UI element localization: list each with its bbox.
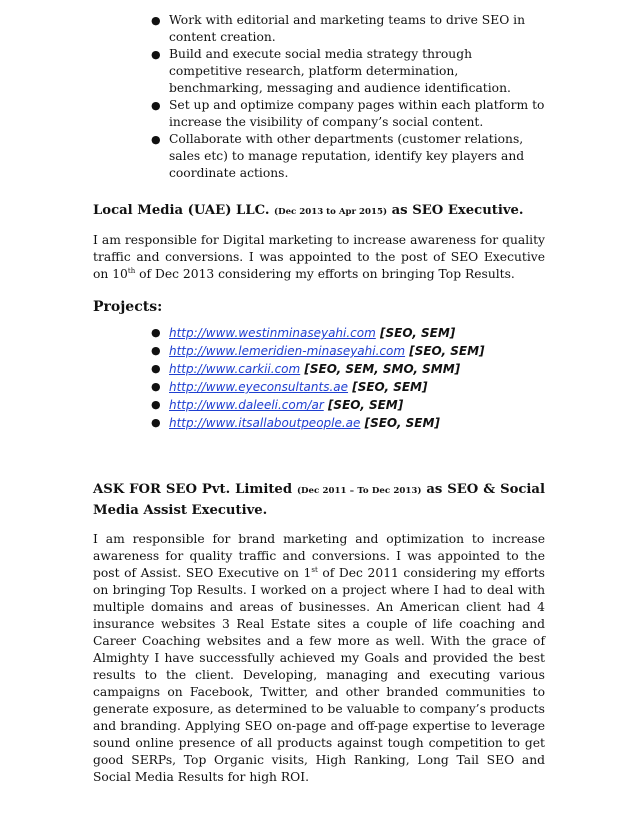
bullet-icon: ● bbox=[151, 133, 161, 146]
list-item bbox=[93, 360, 545, 378]
bullet-icon: ● bbox=[151, 380, 161, 393]
list-item bbox=[93, 396, 545, 414]
job-dates: (Dec 2011 – To Dec 2013) bbox=[296, 486, 422, 496]
project-tags: [SEO, SEM, SMO, SMM] bbox=[300, 362, 461, 376]
job-dates: (Dec 2013 to Apr 2015) bbox=[274, 207, 388, 217]
bullet-icon: ● bbox=[151, 362, 161, 375]
company-name: ASK FOR SEO Pvt. Limited bbox=[93, 482, 293, 497]
bullet-icon: ● bbox=[151, 326, 161, 339]
company-name: Local Media (UAE) LLC. bbox=[93, 203, 270, 218]
bullet-icon: ● bbox=[151, 416, 161, 429]
job-role: as SEO Executive. bbox=[391, 203, 524, 218]
project-link[interactable]: http://www.daleeli.com/ar bbox=[169, 398, 324, 412]
project-tags: [SEO, SEM] bbox=[360, 416, 440, 430]
project-link[interactable]: http://www.itsallaboutpeople.ae bbox=[169, 416, 361, 430]
project-link[interactable]: http://www.carkii.com bbox=[169, 362, 301, 376]
project-tags: [SEO, SEM] bbox=[405, 344, 485, 358]
list-item: ● Collaborate with other departments (customer relations, sales etc) to manage reputation, identify key players and coordinate actions. bbox=[151, 132, 525, 180]
job-description: I am responsible for brand marketing and optimization to increase awareness for quality traffic and conversions. I was appointed to the post of Assist. SEO Executive on 1st of Dec 2011 considering my efforts on bringing Top Results. I worked on a project where I had to deal with multiple domains and areas of businesses. An American client had 4 insurance websites 3 Real Estate sites a couple of life coaching and Career Coaching websites and a few more as well. With the grace of Almighty I have successfully achieved my Goals and provided the best results to the client. Developing, managing and executing various campaigns on Facebook, Twitter, and other branded communities to generate exposure, as determined to be valuable to company’s products and branding. Applying SEO on-page and off-page expertise to leverage sound online presence of all products against tough competition to get good SERPs, Top Organic visits, High Ranking, Long Tail SEO and Social Media Results for high ROI. bbox=[93, 532, 545, 784]
project-link[interactable]: http://www.eyeconsultants.ae bbox=[169, 380, 349, 394]
project-link[interactable]: http://www.westinminaseyahi.com bbox=[169, 326, 376, 340]
job-heading-ask-for-seo bbox=[93, 480, 545, 521]
list-item bbox=[93, 414, 545, 432]
list-item: ● Set up and optimize company pages within each platform to increase the visibility of company’s social content. bbox=[151, 98, 545, 129]
projects-heading: Projects: bbox=[93, 299, 163, 315]
job-description: I am responsible for Digital marketing to increase awareness for quality traffic and conversions. I was appointed to the post of SEO Executive on 10th of Dec 2013 considering my efforts on bringing Top Results. bbox=[93, 233, 545, 281]
responsibility-list bbox=[93, 12, 545, 182]
bullet-icon: ● bbox=[151, 48, 161, 61]
project-list bbox=[93, 324, 545, 432]
project-tags: [SEO, SEM] bbox=[348, 380, 428, 394]
list-item: ● Build and execute social media strategy through competitive research, platform determination, benchmarking, messaging and audience identification. bbox=[151, 47, 511, 95]
bullet-icon: ● bbox=[151, 14, 161, 27]
project-link[interactable]: http://www.lemeridien-minaseyahi.com bbox=[169, 344, 406, 358]
project-tags: [SEO, SEM] bbox=[375, 326, 456, 340]
job-heading-local-media bbox=[93, 201, 545, 222]
project-tags: [SEO, SEM] bbox=[323, 398, 404, 412]
bullet-icon: ● bbox=[151, 99, 161, 112]
list-item: ● Work with editorial and marketing teams to drive SEO in content creation. bbox=[151, 13, 526, 44]
bullet-icon: ● bbox=[151, 344, 161, 357]
job-role: as SEO & Social Media Assist Executive. bbox=[93, 482, 545, 518]
resume-page bbox=[93, 12, 545, 786]
list-item bbox=[93, 378, 545, 396]
bullet-icon: ● bbox=[151, 398, 161, 411]
list-item bbox=[93, 324, 545, 342]
list-item bbox=[93, 342, 545, 360]
